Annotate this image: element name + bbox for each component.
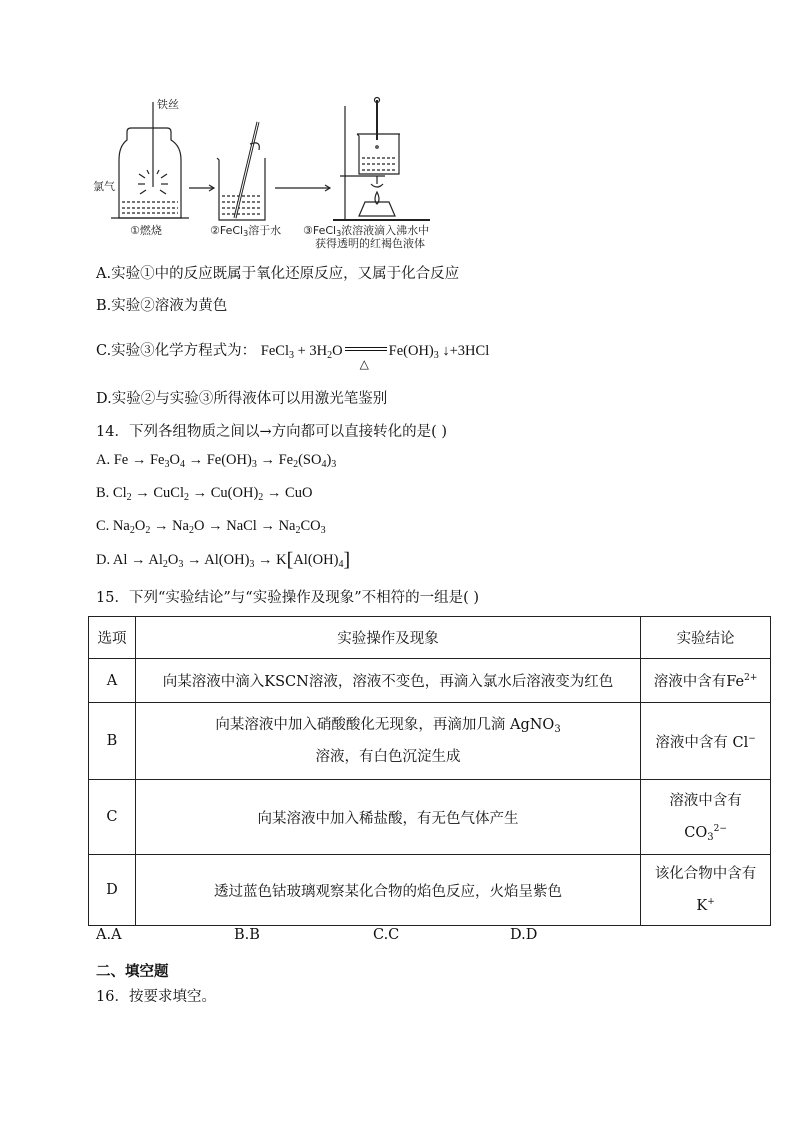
- gas-bottle: [111, 102, 189, 218]
- table-row: [89, 780, 771, 855]
- q15-table: [88, 616, 771, 926]
- iron-wire-label: 铁丝: [157, 98, 179, 111]
- caption-experiment-1: ①燃烧: [130, 224, 162, 237]
- caption-experiment-3: ③FeCl3浓溶液滴入沸水中: [303, 224, 430, 238]
- q16-stem: 16．按要求填空。: [96, 989, 216, 1005]
- row-option: D: [89, 855, 136, 926]
- section-title: 二、填空题: [96, 963, 169, 980]
- q15-choice-c: C.C: [373, 927, 400, 943]
- header-option: 选项: [89, 617, 136, 659]
- heating-apparatus: [333, 98, 430, 221]
- row-operation: 向某溶液中加入稀盐酸，有无色气体产生: [135, 780, 640, 855]
- header-operation: 实验操作及现象: [135, 617, 640, 659]
- q13-option-c: [96, 339, 490, 371]
- q15-stem: 15．下列“实验结论”与“实验操作及现象”不相符的一组是( ): [96, 590, 480, 606]
- q14-option-c: C. $Na_2O_2 \to Na_2O$ → NaCl → $Na_2CO_3$: [96, 518, 326, 536]
- q13-option-c-prefix: C.实验③化学方程式为：: [96, 343, 257, 359]
- q14-option-d: D. $Al \to Al_2O_3 \to Al(OH)_3 \to K[Al(OH)_4]$: [96, 549, 351, 571]
- q15-choice-d: D.D: [510, 927, 538, 943]
- header-conclusion: 实验结论: [641, 617, 771, 659]
- beaker: [217, 122, 265, 220]
- q14-stem: 14．下列各组物质之间以→方向都可以直接转化的是( ): [96, 424, 448, 440]
- chlorine-label: 氯气: [93, 180, 115, 193]
- row-option: B: [89, 703, 136, 780]
- q13-option-d: D.实验②与实验③所得液体可以用激光笔鉴别: [96, 391, 388, 407]
- row-conclusion: 溶液中含有$Fe^{2+}$: [641, 659, 771, 703]
- table-row: [89, 703, 771, 780]
- row-option: A: [89, 659, 136, 703]
- row-operation: 向某溶液中滴入KSCN溶液，溶液不变色，再滴入氯水后溶液变为红色: [135, 659, 640, 703]
- caption-experiment-3-line2: 获得透明的红褐色液体: [315, 237, 425, 250]
- q15-choice-a: A.A: [96, 927, 122, 943]
- row-option: C: [89, 780, 136, 855]
- q14-option-a: A. $Fe \to Fe_3O_4 \to Fe(OH)_3 \to Fe_2(SO_4)_3$: [96, 452, 337, 470]
- table-row: [89, 659, 771, 703]
- table-header-row: [89, 617, 771, 659]
- q13-option-b: B.实验②溶液为黄色: [96, 298, 228, 314]
- q15-choice-b: B.B: [234, 927, 260, 943]
- table-row: [89, 855, 771, 926]
- row-operation: 透过蓝色钴玻璃观察某化合物的焰色反应，火焰呈紫色: [135, 855, 640, 926]
- q13-option-a: A.实验①中的反应既属于氧化还原反应，又属于化合反应: [96, 266, 460, 282]
- q14-option-b: B. $Cl_2$ → CuCl$_2$ → $Cu(OH)_2$ → CuO: [96, 485, 313, 503]
- row-conclusion: 溶液中含有 $CO_3^{2-}$: [641, 780, 771, 855]
- experiment-figure: [85, 92, 465, 252]
- row-conclusion: 溶液中含有 Cl−: [641, 703, 771, 780]
- caption-experiment-2: ②FeCl3溶于水: [210, 224, 282, 238]
- row-operation: 向某溶液中加入硝酸酸化无现象，再滴加几滴 AgNO$_3$ 溶液，有白色沉淀生成: [135, 703, 640, 780]
- q13-equation: FeCl$_3$ + $3H_2O$ △ $Fe(OH)_3$ ↓+3HCl: [260, 343, 490, 371]
- row-conclusion: 该化合物中含有 K+: [641, 855, 771, 926]
